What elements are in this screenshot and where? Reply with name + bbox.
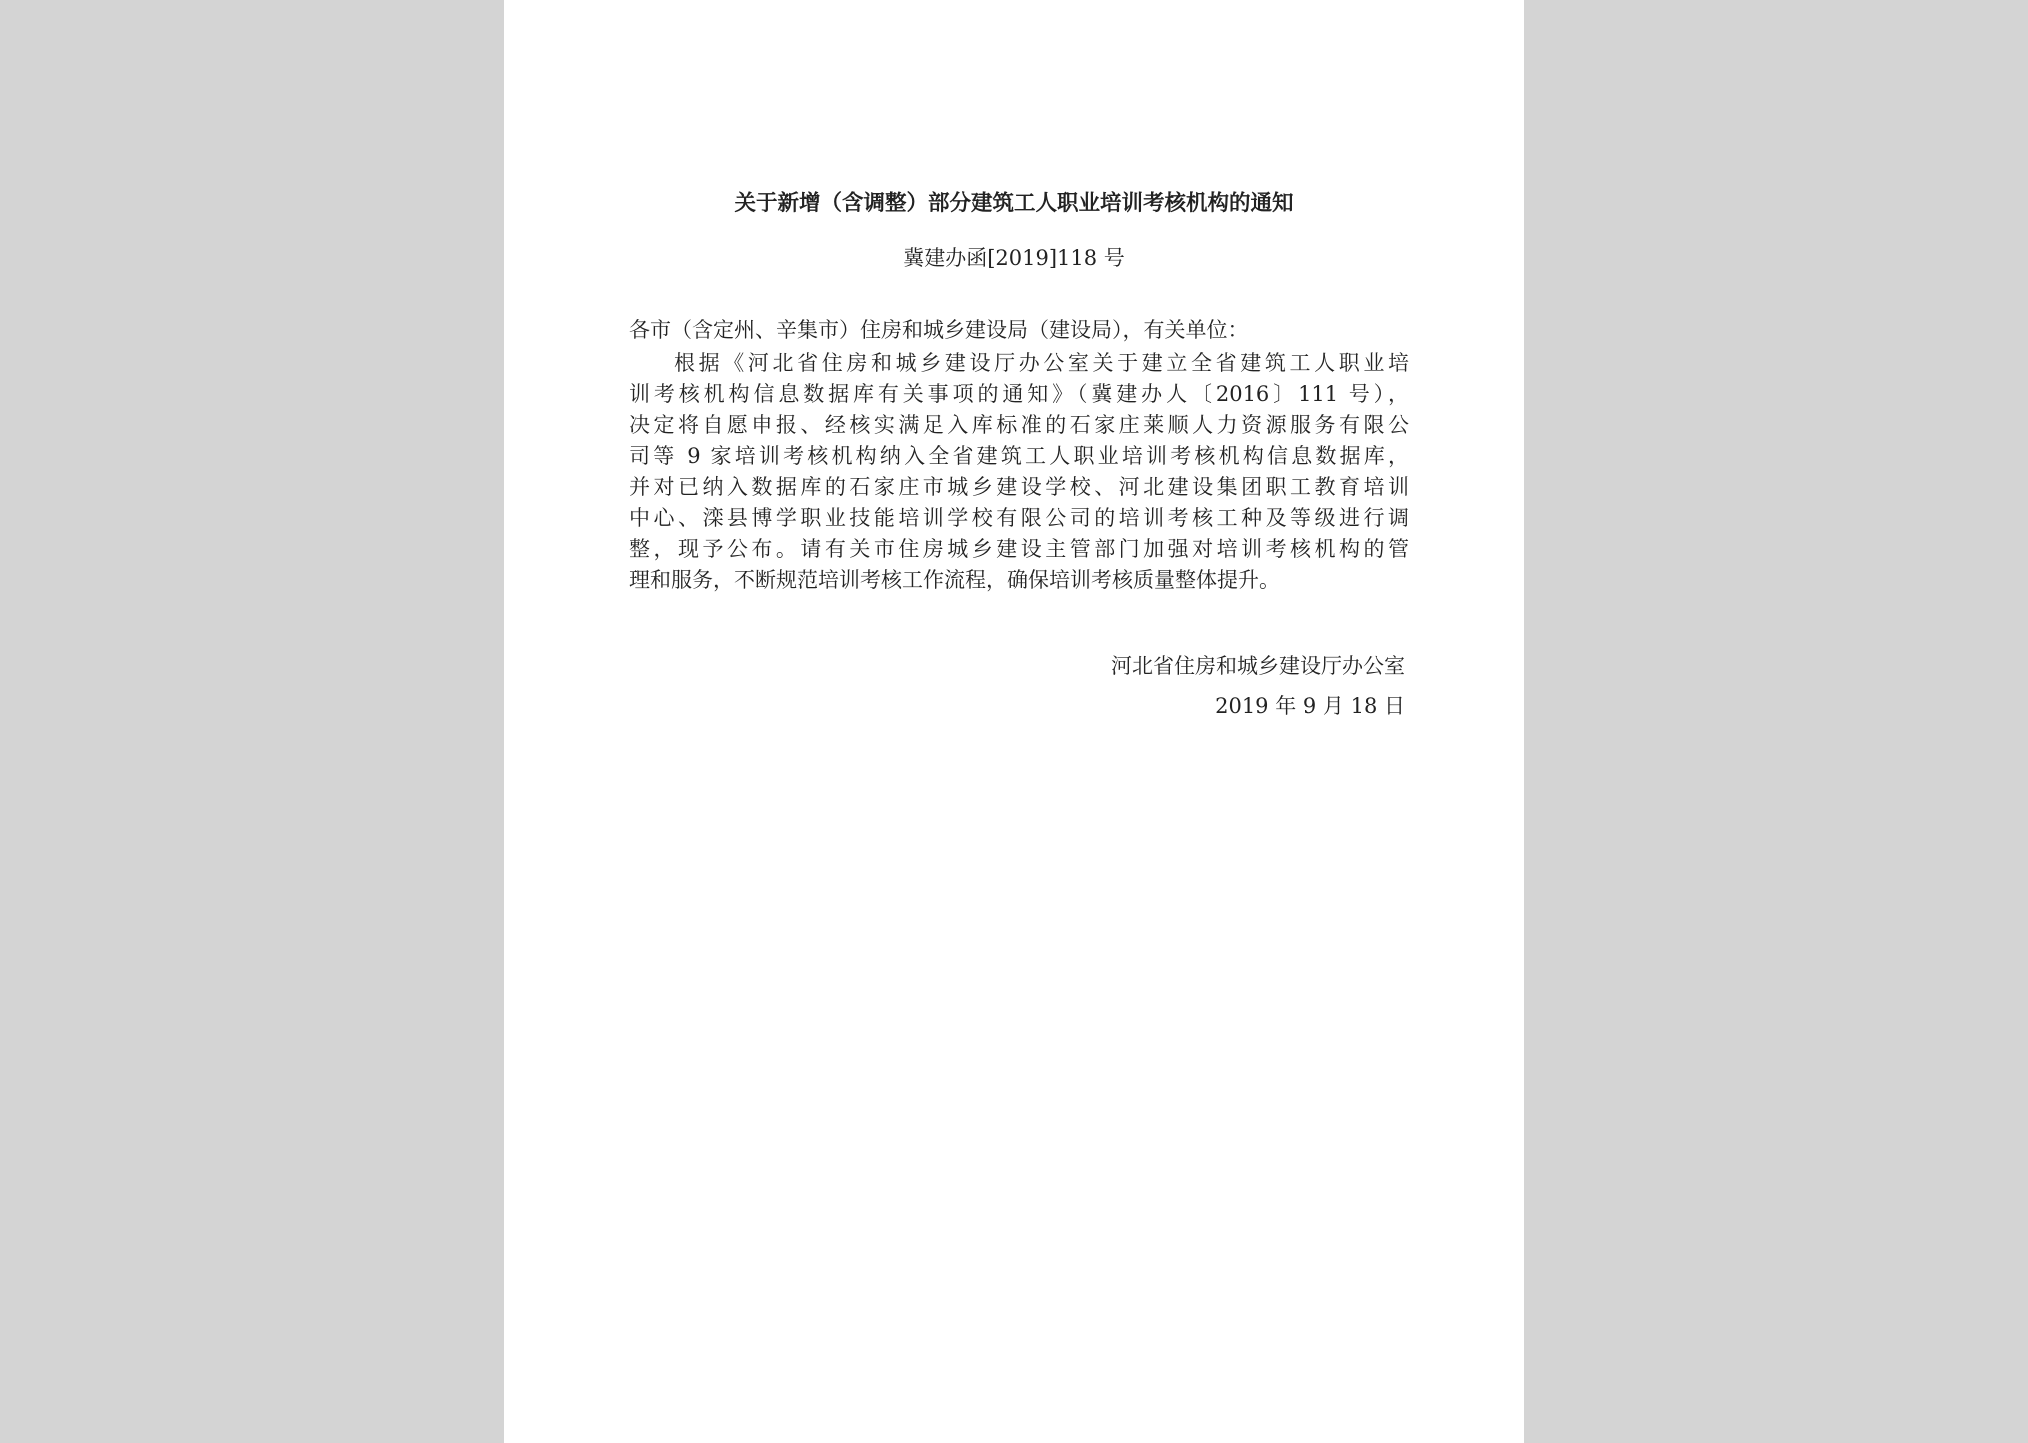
- salutation: 各市（含定州、辛集市）住房和城乡建设局（建设局），有关单位：: [629, 318, 1249, 342]
- signature-organization: 河北省住房和城乡建设厅办公室: [1111, 654, 1405, 678]
- signature-date: 2019 年 9 月 18 日: [1215, 694, 1405, 718]
- document-page: [504, 0, 1524, 1443]
- body-line: 司等 9 家培训考核机构纳入全省建筑工人职业培训考核机构信息数据库，: [629, 444, 1409, 468]
- body-paragraph: [629, 348, 1409, 596]
- body-line: 根据《河北省住房和城乡建设厅办公室关于建立全省建筑工人职业培: [674, 351, 1409, 375]
- document-number: 冀建办函[2019]118 号: [903, 246, 1125, 270]
- body-line: 整，现予公布。请有关市住房城乡建设主管部门加强对培训考核机构的管: [629, 537, 1409, 561]
- body-line: 训考核机构信息数据库有关事项的通知》（冀建办人〔2016〕111 号），: [629, 382, 1409, 406]
- body-line: 并对已纳入数据库的石家庄市城乡建设学校、河北建设集团职工教育培训: [629, 475, 1409, 499]
- document-title: 关于新增（含调整）部分建筑工人职业培训考核机构的通知: [734, 191, 1294, 216]
- body-line: 中心、滦县博学职业技能培训学校有限公司的培训考核工种及等级进行调: [629, 506, 1409, 530]
- body-line: 决定将自愿申报、经核实满足入库标准的石家庄莱顺人力资源服务有限公: [629, 413, 1409, 437]
- body-line: 理和服务，不断规范培训考核工作流程，确保培训考核质量整体提升。: [629, 568, 1280, 592]
